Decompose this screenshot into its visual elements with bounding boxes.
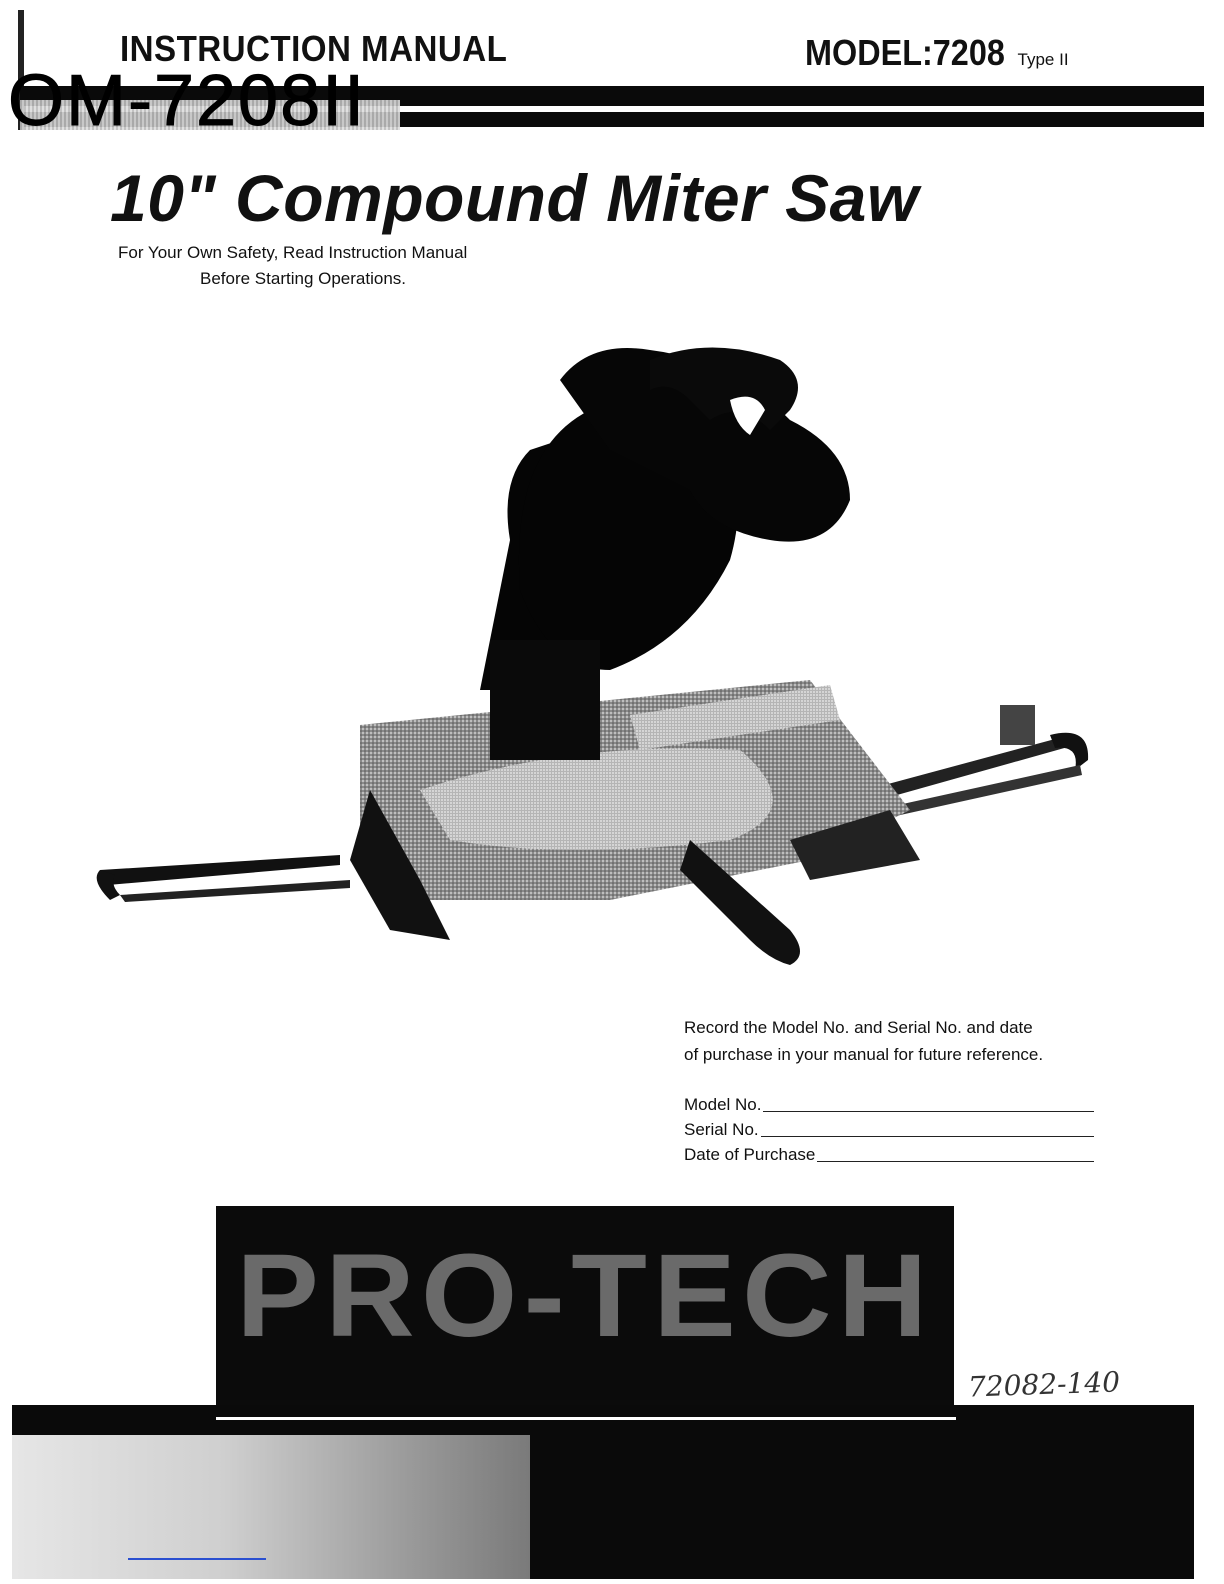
record-line-1: Record the Model No. and Serial No. and date (684, 1018, 1033, 1037)
footer-dark-panel (530, 1435, 1194, 1579)
date-of-purchase-label: Date of Purchase (684, 1145, 816, 1164)
document-code-stamp: OM-7208II (8, 61, 367, 141)
safety-line-1: For Your Own Safety, Read Instruction Manual (118, 243, 468, 262)
serial-no-label: Serial No. (684, 1120, 759, 1139)
miter-saw-image (90, 340, 1100, 980)
footer-rule-highlight (216, 1417, 956, 1420)
model-no-label: Model No. (684, 1095, 762, 1114)
footer-link-underline (128, 1558, 266, 1560)
record-fields (684, 1092, 1094, 1167)
model-no-field[interactable] (684, 1092, 1094, 1117)
record-line-2: of purchase in your manual for future reference. (684, 1045, 1044, 1064)
safety-notice (118, 240, 467, 292)
model-no-blank[interactable] (763, 1111, 1094, 1112)
product-title: 10" Compound Miter Saw (110, 161, 919, 235)
footer-rule (12, 1405, 1194, 1435)
handwritten-part-number: 72082-140 (967, 1365, 1121, 1404)
date-of-purchase-field[interactable] (684, 1142, 1094, 1167)
brand-logo: PRO-TECH (236, 1230, 934, 1362)
date-of-purchase-blank[interactable] (817, 1161, 1094, 1162)
footer-gradient (12, 1435, 542, 1579)
model-heading (805, 32, 1069, 74)
record-instructions (684, 1014, 1043, 1068)
left-extension-rail (100, 855, 340, 885)
manual-heading: INSTRUCTION MANUAL (120, 28, 508, 69)
model-type: Type II (1017, 50, 1069, 69)
serial-no-field[interactable] (684, 1117, 1094, 1142)
serial-no-blank[interactable] (761, 1136, 1094, 1137)
model-number: MODEL:7208 (805, 32, 1005, 73)
safety-line-2: Before Starting Operations. (200, 269, 407, 288)
